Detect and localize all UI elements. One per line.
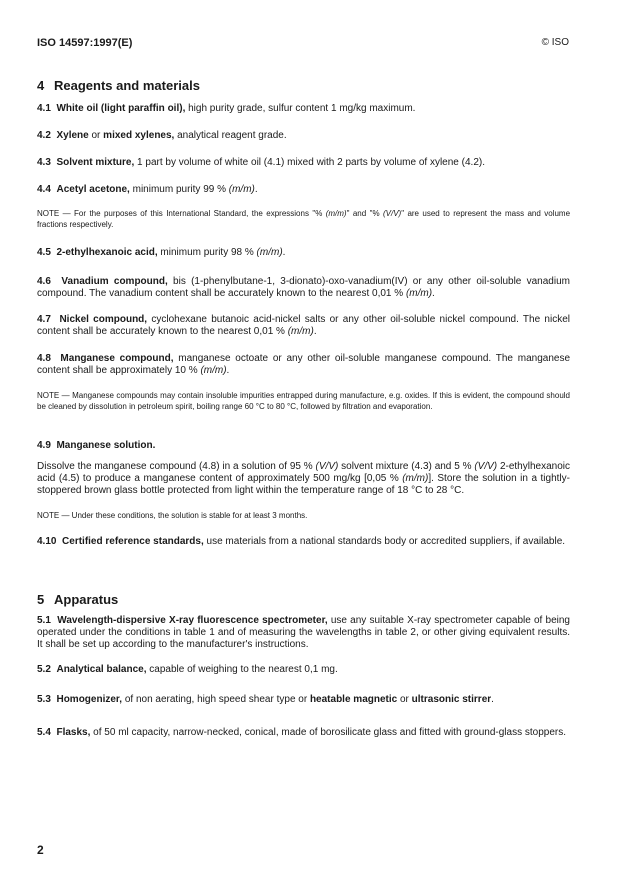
- clause-text-end: .: [226, 365, 230, 376]
- clause-number: 4.7: [37, 314, 51, 325]
- clause-text: capable of weighing to the nearest 0,1 mg.: [146, 664, 338, 675]
- unit: (m/m): [256, 247, 283, 258]
- clause-term: Flasks,: [56, 727, 91, 738]
- clause-term: Analytical balance,: [56, 664, 147, 675]
- section-number: 5: [37, 592, 45, 607]
- unit: (m/m): [228, 184, 255, 195]
- clause-text: ]. Store the solution in a tightly-stoppered brown glass bottle protected from light within the temperature range of 18 °C to 28 °C.: [37, 473, 570, 496]
- unit: (m/m): [200, 365, 227, 376]
- clause-number: 4.4: [37, 184, 51, 195]
- clause-text: 2-ethylhexanoic acid (4.5) to produce a manganese content of approximately 500 mg/kg [0,05 %: [37, 461, 570, 484]
- clause-term: White oil (light paraffin oil),: [56, 103, 186, 114]
- clause-text: Dissolve the manganese compound (4.8) in a solution of 95 %: [37, 461, 316, 472]
- clause-number: 5.4: [37, 727, 51, 738]
- clause-4-1: [37, 103, 570, 115]
- section-4-heading: [37, 78, 200, 93]
- clause-term: Wavelength-dispersive X-ray fluorescence spectrometer,: [57, 615, 328, 626]
- clause-term-alt: heatable magnetic: [309, 694, 398, 705]
- note-label: NOTE —: [37, 391, 70, 400]
- clause-number: 4.9: [37, 440, 51, 451]
- clause-text: manganese octoate or any other oil-soluble manganese compound. The manganese content shall be approximately 10 %: [37, 353, 571, 376]
- clause-4-10: [37, 536, 570, 548]
- clause-4-2: [37, 130, 570, 142]
- clause-text: use materials from a national standards body or accredited suppliers, if available.: [203, 536, 566, 547]
- clause-5-2: [37, 664, 570, 676]
- clause-term: Certified reference standards,: [62, 536, 204, 547]
- unit: (m/m): [325, 209, 347, 218]
- clause-number: 5.2: [37, 664, 51, 675]
- clause-text-end: .: [491, 694, 494, 705]
- clause-term: Xylene: [56, 130, 89, 141]
- note-text: " and "%: [346, 209, 383, 218]
- clause-4-9-heading: [37, 440, 570, 452]
- clause-number: 4.10: [37, 536, 57, 547]
- clause-number: 4.6: [37, 276, 51, 287]
- clause-5-4: [37, 727, 570, 739]
- clause-text: of non aerating, high speed shear type or: [122, 694, 310, 705]
- clause-term: Manganese solution.: [56, 440, 156, 451]
- clause-text: solvent mixture (4.3) and 5 %: [338, 461, 475, 472]
- clause-number: 4.5: [37, 247, 51, 258]
- clause-4-4: [37, 184, 570, 196]
- note-text: Under these conditions, the solution is stable for at least 3 months.: [69, 511, 308, 520]
- clause-text: analytical reagent grade.: [174, 130, 287, 141]
- clause-number: 5.1: [37, 615, 51, 626]
- clause-number: 4.3: [37, 157, 51, 168]
- note-manganese-impurities: [37, 390, 570, 412]
- note-stability: [37, 510, 570, 521]
- clause-number: 4.2: [37, 130, 51, 141]
- clause-text: high purity grade, sulfur content 1 mg/kg maximum.: [185, 103, 416, 114]
- standard-number: ISO 14597:1997(E): [37, 37, 133, 49]
- unit: (m/m): [402, 473, 429, 484]
- clause-text: or: [88, 130, 104, 141]
- clause-term: Homogenizer,: [56, 694, 123, 705]
- clause-4-3: [37, 157, 570, 169]
- clause-term: Nickel compound,: [59, 314, 148, 325]
- clause-term: Vanadium compound,: [61, 276, 168, 287]
- clause-4-6: [37, 276, 570, 300]
- clause-text: cyclohexane butanoic acid-nickel salts or any other oil-soluble nickel compound. The nickel content shall be accurately known to the nearest 0,01 %: [37, 314, 570, 337]
- clause-text-end: .: [254, 184, 258, 195]
- clause-term: 2-ethylhexanoic acid,: [56, 247, 158, 258]
- clause-4-5: [37, 247, 570, 259]
- note-label: NOTE —: [37, 511, 70, 520]
- clause-text-end: .: [432, 288, 435, 299]
- clause-term-alt: ultrasonic stirrer: [411, 694, 492, 705]
- note-text: For the purposes of this International Standard, the expressions "%: [70, 209, 326, 218]
- note-text: Manganese compounds may contain insoluble impurities entrapped during manufacture, e.g. oxides. If this is evident, the compound should be cleaned by dissolution in petroleum spirit, boiling range 60 °C to 80 °C, followed by filtration and evaporation.: [37, 391, 570, 411]
- section-number: 4: [37, 78, 45, 93]
- unit: (V/V): [474, 461, 498, 472]
- unit: (V/V): [315, 461, 339, 472]
- clause-text: bis (1-phenylbutane-1, 3-dionato)-oxo-vanadium(IV) or any other oil-soluble vanadium compound. The vanadium content shall be accurately known to the nearest 0,01 %: [37, 276, 570, 299]
- clause-text: use any suitable X-ray spectrometer capable of being operated under the conditions in table 1 and of measuring the wavelengths in table 2, or other giving equivalent results. It shall be set up according to the manufacturer's instructions.: [37, 615, 570, 650]
- clause-term: Acetyl acetone,: [56, 184, 130, 195]
- note-label: NOTE —: [37, 209, 71, 218]
- note-expressions: [37, 208, 570, 230]
- clause-text: or: [397, 694, 412, 705]
- clause-text-end: .: [282, 247, 286, 258]
- unit: (V/V): [382, 209, 402, 218]
- clause-5-3: [37, 694, 570, 706]
- clause-4-7: [37, 314, 570, 338]
- section-title: Reagents and materials: [54, 78, 200, 93]
- clause-4-9-body: [37, 461, 570, 497]
- section-5-heading: [37, 592, 118, 607]
- page-number: 2: [37, 843, 44, 857]
- clause-text: minimum purity 98 %: [157, 247, 257, 258]
- clause-text: minimum purity 99 %: [129, 184, 229, 195]
- note-text: " are used to represent the mass and volume fractions respectively.: [37, 209, 571, 229]
- clause-number: 4.8: [37, 353, 51, 364]
- clause-term: Solvent mixture,: [56, 157, 135, 168]
- clause-term: Manganese compound,: [60, 353, 174, 364]
- unit: (m/m): [405, 288, 433, 299]
- clause-number: 4.1: [37, 103, 51, 114]
- clause-5-1: [37, 615, 570, 651]
- clause-term-alt: mixed xylenes,: [103, 130, 175, 141]
- clause-text: 1 part by volume of white oil (4.1) mixed with 2 parts by volume of xylene (4.2).: [134, 157, 485, 168]
- clause-number: 5.3: [37, 694, 51, 705]
- copyright-mark: © ISO: [541, 37, 569, 48]
- section-title: Apparatus: [54, 592, 119, 607]
- clause-text-end: .: [313, 326, 317, 337]
- clause-4-8: [37, 353, 570, 377]
- unit: (m/m): [287, 326, 314, 337]
- clause-text: of 50 ml capacity, narrow-necked, conical, made of borosilicate glass and fitted with ground-glass stoppers.: [90, 727, 567, 738]
